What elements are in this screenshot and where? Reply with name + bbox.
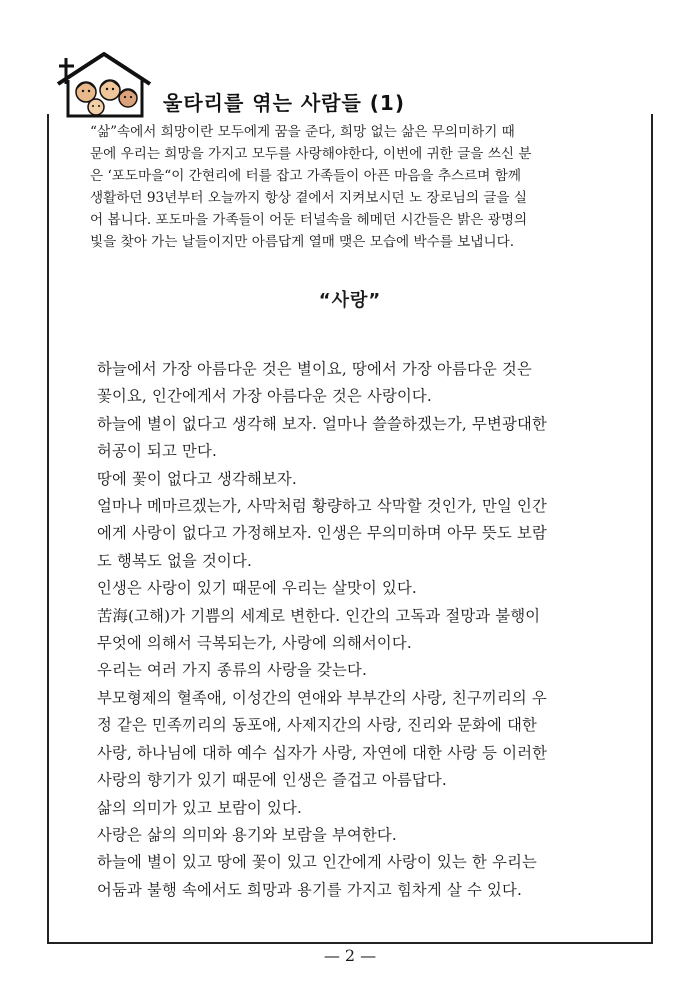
poem-line: 에게 사랑이 없다고 가정해보자. 인생은 무의미하며 아무 뜻도 보람 bbox=[97, 524, 547, 543]
intro-line: 문에 우리는 희망을 가지고 모두를 사랑해야한다, 이번에 귀한 글을 쓰신 분 bbox=[90, 146, 532, 162]
poem-line: 삶의 의미가 있고 보람이 있다. bbox=[97, 798, 303, 817]
poem-line: 우리는 여러 가지 종류의 사랑을 갖는다. bbox=[97, 661, 368, 680]
poem-line: 도 행복도 없을 것이다. bbox=[97, 551, 253, 570]
poem-title: “사랑” bbox=[318, 290, 382, 311]
poem-line: 하늘에 별이 없다고 생각해 보자. 얼마나 쓸쓸하겠는가, 무변광대한 bbox=[97, 414, 547, 433]
poem-line: 하늘에서 가장 아름다운 것은 별이요, 땅에서 가장 아름다운 것은 bbox=[97, 360, 532, 378]
intro-line: “삶”속에서 희망이란 모두에게 꿈을 준다, 희망 없는 삶은 무의미하기 때 bbox=[90, 124, 515, 140]
poem-line: 얼마나 메마르겠는가, 사막처럼 황량하고 삭막할 것인가, 만일 인간 bbox=[97, 497, 547, 516]
section-title: 울타리를 엮는 사람들 (1) bbox=[163, 91, 405, 115]
poem-body bbox=[93, 356, 608, 904]
page-number: — 2 — bbox=[323, 946, 377, 965]
poem-line: 어둠과 불행 속에서도 희망과 용기를 가지고 힘차게 살 수 있다. bbox=[97, 880, 523, 899]
intro-paragraph bbox=[92, 121, 612, 253]
poem-line: 사랑은 삶의 의미와 용기와 보람을 부여한다. bbox=[97, 825, 397, 844]
poem-line: 사랑, 하나님에 대하 예수 십자가 사랑, 자연에 대한 사랑 등 이러한 bbox=[97, 743, 548, 762]
poem-line: 허공이 되고 만다. bbox=[97, 442, 218, 461]
intro-line: 생활하던 93년부터 오늘까지 항상 곁에서 지켜보시던 노 장로님의 글을 실 bbox=[90, 190, 528, 206]
poem-line: 하늘에 별이 있고 땅에 꽃이 있고 인간에게 사랑이 있는 한 우리는 bbox=[97, 853, 538, 872]
poem-line: 사랑의 향기가 있기 때문에 인생은 즐겁고 아름답다. bbox=[97, 771, 447, 790]
poem-line: 꽃이요, 인간에게서 가장 아름다운 것은 사랑이다. bbox=[97, 387, 432, 406]
poem-line: 땅에 꽃이 없다고 생각해보자. bbox=[97, 469, 297, 488]
poem-line: 苦海(고해)가 기쁨의 세계로 변한다. 인간의 고독과 절망과 불행이 bbox=[97, 606, 541, 625]
intro-line: 은 ‘포도마을“이 간현리에 터를 잡고 가족들이 아픈 마음을 추스르며 함께 bbox=[90, 168, 521, 184]
poem-line: 정 같은 민족끼리의 동포애, 사제지간의 사랑, 진리와 문화에 대한 bbox=[97, 716, 538, 735]
poem-line: 부모형제의 혈족애, 이성간의 연애와 부부간의 사랑, 친구끼리의 우 bbox=[97, 688, 547, 707]
house-family-logo bbox=[52, 50, 162, 120]
poem-line: 인생은 사랑이 있기 때문에 우리는 살맛이 있다. bbox=[97, 579, 417, 598]
intro-line: 어 봅니다. 포도마을 가족들이 어둔 터널속을 헤메던 시간들은 밝은 광명의 bbox=[90, 212, 528, 228]
intro-line: 빛을 찾아 가는 날들이지만 아름답게 열매 맺은 모습에 박수를 보냅니다. bbox=[90, 234, 515, 250]
poem-line: 무엇에 의해서 극복되는가, 사랑에 의해서이다. bbox=[97, 634, 412, 653]
